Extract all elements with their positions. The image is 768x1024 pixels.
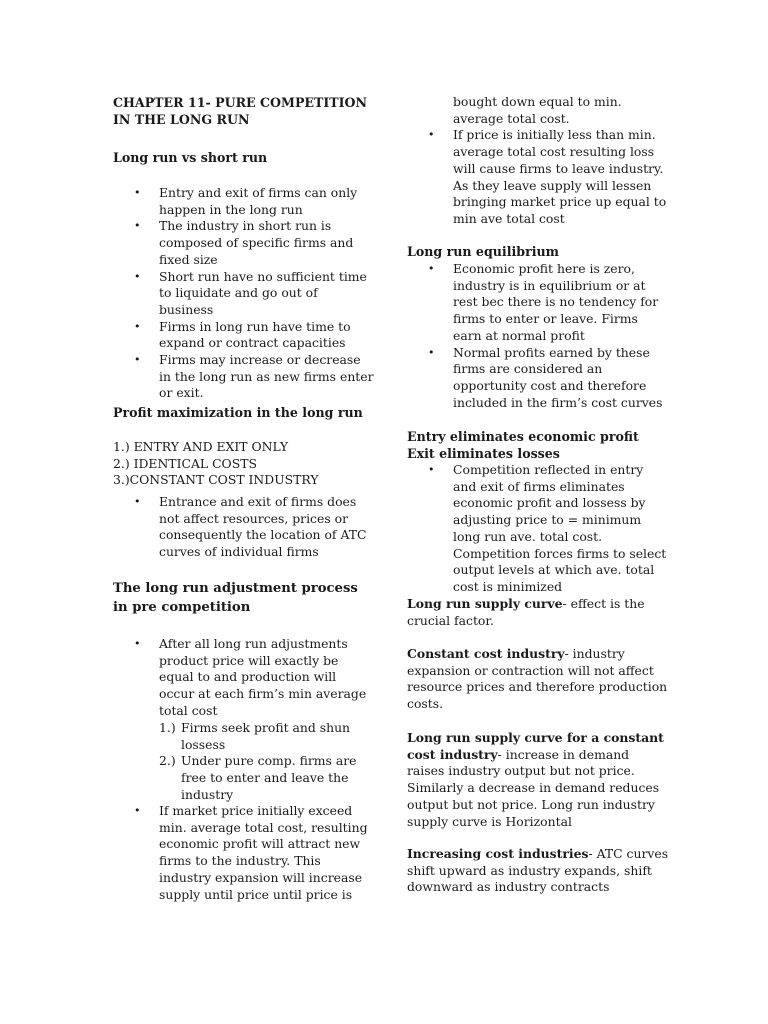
profit-max-bullets <box>113 494 375 561</box>
list-item: • After all long run adjustments product price will exactly be equal to and production will occur at each firm’s min average total cost <box>113 636 375 720</box>
list-item: • Firms in long run have time to expand or contract capacities <box>113 319 375 352</box>
list-item: • Competition reflected in entry and exit of firms eliminates economic profit and lossess by adjusting price to = minimum long run ave. total cost. Competition forces firms to select output levels at which ave. total cost is minimized <box>407 462 669 596</box>
list-text: Firms seek profit and shun lossess <box>181 720 351 752</box>
list-item: • Short run have no sufficient time to liquidate and go out of business <box>113 269 375 319</box>
entry-exit-bullets <box>407 462 669 596</box>
section-heading-entry: Entry eliminates economic profit <box>407 429 639 444</box>
list-number: 1.) <box>159 720 176 735</box>
list-item: • The industry in short run is composed of specific firms and fixed size <box>113 218 375 268</box>
list-item <box>113 753 375 803</box>
list-item: 3.)CONSTANT COST INDUSTRY <box>113 472 319 488</box>
list-number: 2.) <box>159 753 176 769</box>
adjustment-numbered-list <box>113 720 375 804</box>
paragraph-increasing-cost <box>407 846 669 896</box>
term-definition: - effect is the crucial factor. <box>407 596 645 628</box>
term-definition: - industry expansion or contraction will not affect resource prices and therefore production costs. <box>407 646 668 712</box>
list-item: 2.) IDENTICAL COSTS <box>113 455 257 471</box>
list-item: • If market price initially exceed min. average total cost, resulting economic profit will attract new firms to the industry. This industry expansion will increase supply until price until price is <box>113 803 375 903</box>
term-definition: - increase in demand raises industry output but not price. Similarly a decrease in demand reduces output but not price. Long run industry supply curve is Horizontal <box>407 746 660 829</box>
profit-max-list <box>113 439 375 489</box>
term-definition: - ATC curves shift upward as industry expands, shift downward as industry contracts <box>407 846 669 895</box>
section-heading-adjustment: The long run adjustment process in pre competition <box>113 581 358 615</box>
section-heading-equilibrium: Long run equilibrium <box>407 244 559 259</box>
continued-bullets <box>407 94 669 228</box>
equilibrium-bullets <box>407 261 669 411</box>
paragraph-supply-curve <box>407 596 669 629</box>
list-item-continued: bought down equal to min. average total cost. <box>453 94 622 126</box>
term-label: Long run supply curve <box>407 596 563 611</box>
adjustment-bullets-1 <box>113 636 375 720</box>
adjustment-bullets-2 <box>113 803 375 903</box>
term-label: Long run supply curve for a constant cost industry <box>407 730 664 762</box>
list-item: • Entry and exit of firms can only happen in the long run <box>113 185 375 218</box>
list-item: • If price is initially less than min. average total cost resulting loss will cause firms to leave industry. As they leave supply will lessen bringing market price up equal to min ave total cost <box>407 127 669 227</box>
paragraph-supply-constant <box>407 730 669 830</box>
long-vs-short-bullets <box>113 185 375 402</box>
list-item: • Normal profits earned by these firms are considered an opportunity cost and therefore included in the firm’s cost curves <box>407 345 669 412</box>
term-label: Constant cost industry <box>407 646 565 661</box>
term-label: Increasing cost industries <box>407 846 589 861</box>
section-heading-profit-max: Profit maximization in the long run <box>113 405 363 420</box>
list-item: • Entrance and exit of firms does not affect resources, prices or consequently the location of ATC curves of individual firms <box>113 494 375 561</box>
list-item <box>113 720 375 753</box>
list-text: Under pure comp. firms are free to enter and leave the industry <box>181 753 357 802</box>
chapter-title: CHAPTER 11- PURE COMPETITION IN THE LONG RUN <box>113 95 368 127</box>
list-item: • Firms may increase or decrease in the long run as new firms enter or exit. <box>113 352 375 402</box>
list-item: • Economic profit here is zero, industry is in equilibrium or at rest bec there is no tendency for firms to enter or leave. Firms earn at normal profit <box>407 261 669 345</box>
section-heading-long-vs-short: Long run vs short run <box>113 150 268 165</box>
list-item: 1.) ENTRY AND EXIT ONLY <box>113 439 289 454</box>
section-heading-exit: Exit eliminates losses <box>407 446 560 461</box>
paragraph-constant-cost <box>407 646 669 713</box>
